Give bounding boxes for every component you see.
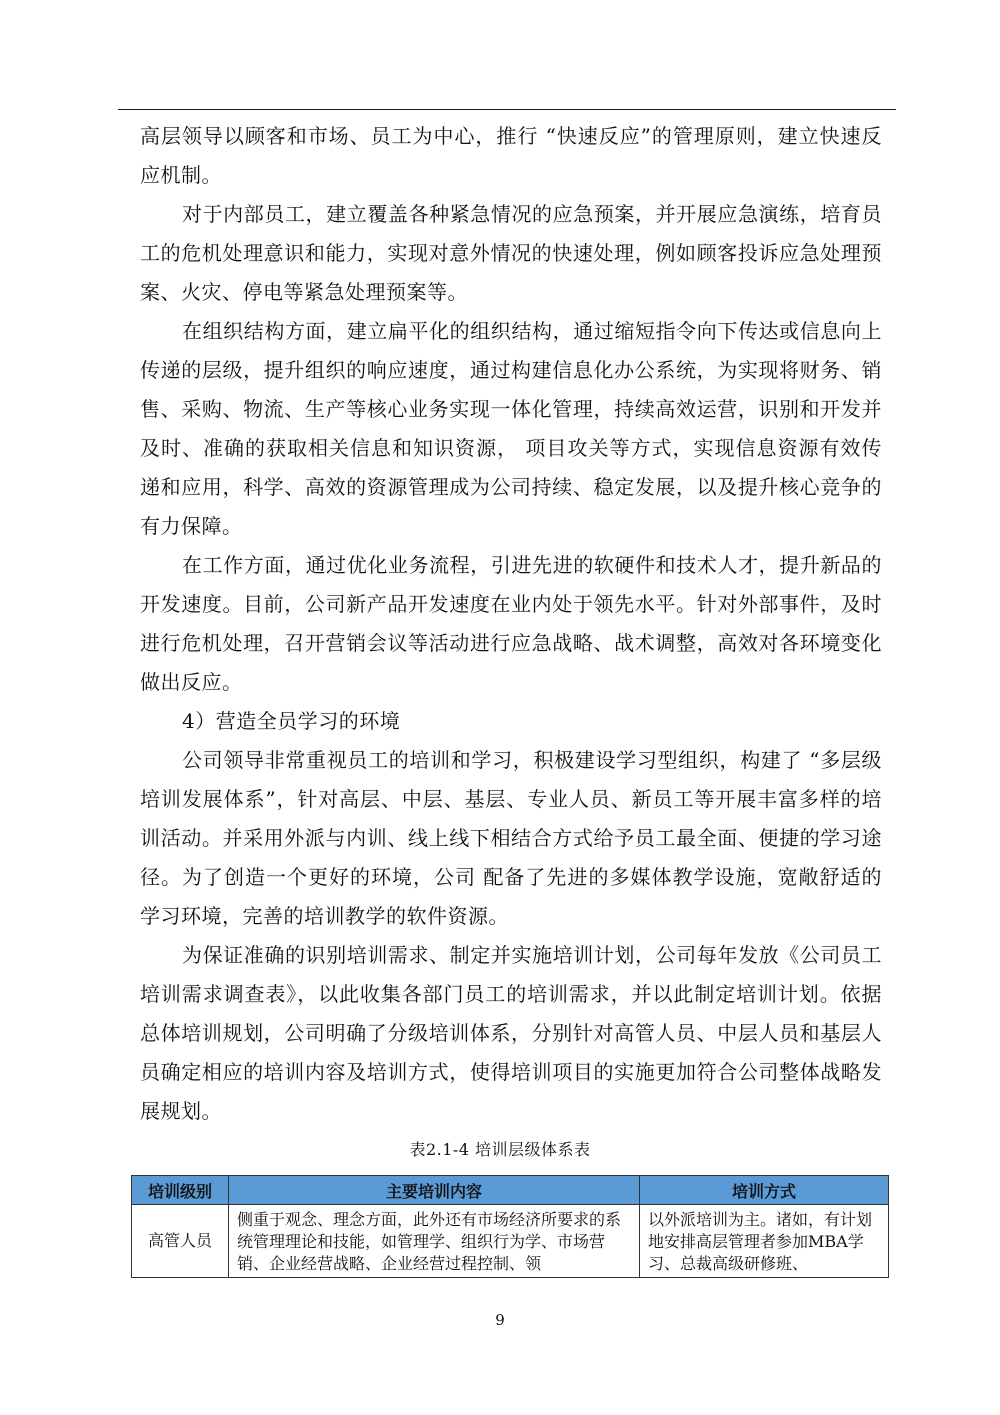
table-row [132, 1205, 889, 1278]
paragraph-continuation: 高层领导以顾客和市场、员工为中心，推行 “快速反应”的管理原则，建立快速反应机制。 [140, 124, 882, 187]
header-rule [118, 109, 896, 110]
table-caption: 表2.1-4 培训层级体系表 [409, 1140, 591, 1159]
cell-level: 高管人员 [132, 1205, 229, 1278]
header-training-method: 培训方式 [640, 1176, 889, 1205]
training-level-table [131, 1175, 889, 1278]
cell-method: 以外派培训为主。诸如，有计划地安排高层管理者参加MBA学习、总裁高级研修班、 [640, 1205, 889, 1278]
page-number: 9 [495, 1311, 505, 1329]
paragraph-org-structure: 在组织结构方面，建立扁平化的组织结构，通过缩短指令向下传达或信息向上传递的层级，提升组织的响应速度，通过构建信息化办公系统，为实现将财务、销售、采购、物流、生产等核心业务实现一体化管理，持续高效运营，识别和开发并及时、准确的获取相关信息和知识资源， 项目攻关等方式，实现信息资源有效传递和应用，科学、高效的资源管理成为公司持续、稳定发展，以及提升核心竞争的有力保障。 [140, 319, 882, 538]
table-header-row [132, 1176, 889, 1205]
section-heading-learning: 4）营造全员学习的环境 [182, 709, 401, 733]
paragraph-emergency-plan: 对于内部员工，建立覆盖各种紧急情况的应急预案，并开展应急演练，培育员工的危机处理意识和能力，实现对意外情况的快速处理，例如顾客投诉应急处理预案、火灾、停电等紧急处理预案等。 [140, 202, 882, 304]
paragraph-training-needs: 为保证准确的识别培训需求、制定并实施培训计划，公司每年发放《公司员工培训需求调查表》，以此收集各部门员工的培训需求，并以此制定培训计划。依据总体培训规划，公司明确了分级培训体系，分别针对高管人员、中层人员和基层人员确定相应的培训内容及培训方式，使得培训项目的实施更加符合公司整体战略发展规划。 [140, 943, 882, 1123]
paragraph-work-process: 在工作方面，通过优化业务流程，引进先进的软硬件和技术人才，提升新品的开发速度。目前，公司新产品开发速度在业内处于领先水平。针对外部事件，及时进行危机处理，召开营销会议等活动进行应急战略、战术调整，高效对各环境变化做出反应。 [140, 553, 882, 694]
cell-content: 侧重于观念、理念方面，此外还有市场经济所要求的系统管理理论和技能，如管理学、组织行为学、市场营销、企业经营战略、企业经营过程控制、领 [229, 1205, 640, 1278]
header-training-level: 培训级别 [132, 1176, 229, 1205]
paragraph-learning-org: 公司领导非常重视员工的培训和学习，积极建设学习型组织，构建了 “多层级培训发展体系”，针对高层、中层、基层、专业人员、新员工等开展丰富多样的培训活动。并采用外派与内训、线上线下相结合方式给予员工最全面、便捷的学习途径。为了创造一个更好的环境，公司 配备了先进的多媒体教学设施，宽敞舒适的学习环境，完善的培训教学的软件资源。 [140, 748, 882, 928]
header-training-content: 主要培训内容 [229, 1176, 640, 1205]
